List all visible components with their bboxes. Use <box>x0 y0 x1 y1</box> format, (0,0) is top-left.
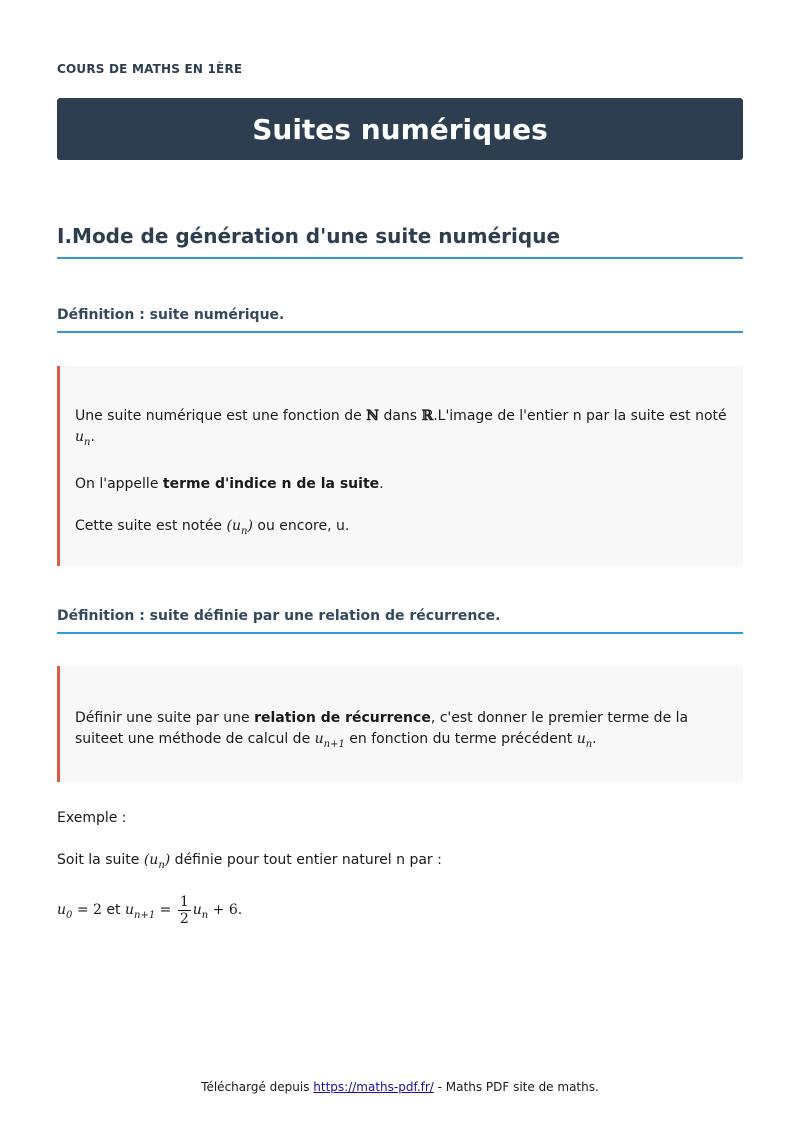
math-un: $u_n$ <box>192 902 209 921</box>
math-un: $u_n$ <box>75 429 91 448</box>
example-equation: $u_0 = 2$ et $u_{n+1}$ = $\frac{1}{2}$ $u_n + 6$. <box>57 893 243 927</box>
definition-box <box>57 666 743 782</box>
math-un-sequence: $(u_n)$ <box>143 852 171 871</box>
title-banner <box>57 98 743 160</box>
math-un-plus-1: $u_{n+1}$ <box>314 731 345 750</box>
math-un-sequence: $(u_n)$ <box>226 517 253 537</box>
example-text: Soit la suite $(u_n)$ définie pour tout entier naturel n par : <box>57 852 442 871</box>
definition-paragraph: Définir une suite par une relation de récurrence, c'est donner le premier terme de la suiteet une méthode de calcul de $u_{n+1}$ en fonction du terme précédent $u_n$. <box>75 710 689 750</box>
footer: Téléchargé depuis https://maths-pdf.fr/ - Maths PDF site de maths. <box>201 1080 599 1094</box>
definition-paragraph: Une suite numérique est une fonction de ℕ dans ℝ.L'image de l'entier n par la suite est noté $u_n$. <box>75 408 727 448</box>
course-label: COURS DE MATHS EN 1ÈRE <box>57 62 243 76</box>
section-title: I.Mode de génération d'une suite numérique <box>57 224 743 259</box>
definition-paragraph: On l'appelle terme d'indice n de la suite. <box>75 475 384 492</box>
naturals-symbol: ℕ <box>366 408 379 424</box>
math-u0: $u_0$ <box>57 902 73 921</box>
math-un: $u_n$ <box>576 731 593 750</box>
definition-heading: Définition : suite numérique. <box>57 307 743 333</box>
page-title: Suites numériques <box>252 112 548 146</box>
definition-box <box>57 366 743 566</box>
math-un-plus-1: $u_{n+1}$ <box>124 902 156 921</box>
reals-symbol: ℝ <box>421 408 434 424</box>
example-label: Exemple : <box>57 810 127 826</box>
fraction-one-half: $\frac{1}{2}$ <box>179 893 189 927</box>
definition-heading: Définition : suite définie par une relation de récurrence. <box>57 608 743 634</box>
source-link[interactable]: https://maths-pdf.fr/ <box>313 1080 434 1094</box>
definition-paragraph: Cette suite est notée $(u_n)$ ou encore, u. <box>75 517 350 537</box>
